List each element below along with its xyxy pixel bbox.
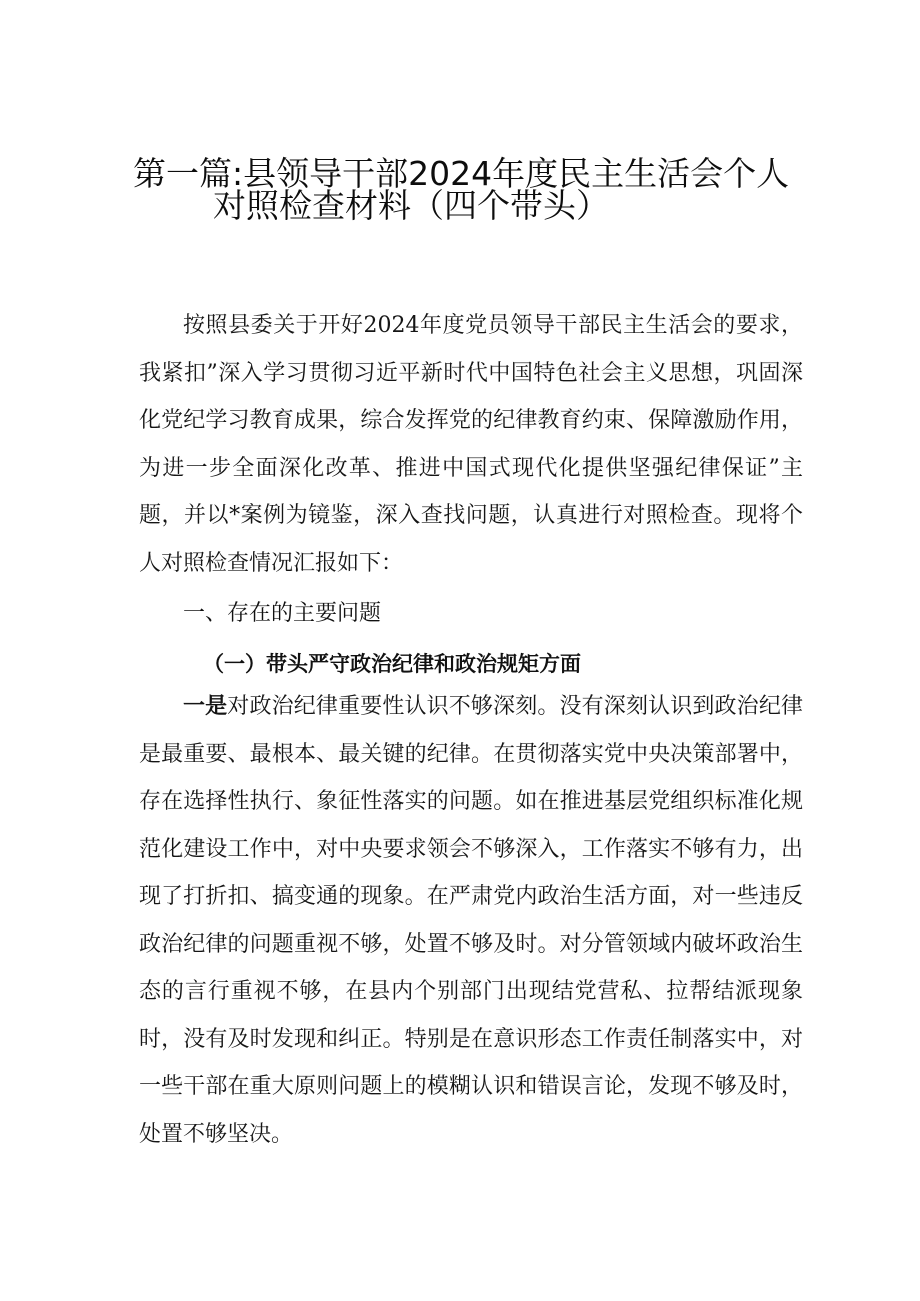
subsection-heading-political-discipline: （一）带头严守政治纪律和政治规矩方面 <box>203 651 581 676</box>
paragraph-political-discipline <box>139 683 803 1158</box>
intro-paragraph: 按照县委关于开好2024年度党员领导干部民主生活会的要求，我紧扣”深入学习贯彻习近平新时代中国特色社会主义思想，巩固深化党纪学习教育成果，综合发挥党的纪律教育约束、保障激励作用，为进一步全面深化改革、推进中国式现代化提供坚强纪律保证”主题，并以*案例为镜鉴，深入查找问题，认真进行对照检查。现将个人对照检查情况汇报如下： <box>139 313 803 576</box>
document-title-line-2: 对照检查材料（四个带头） <box>213 186 609 225</box>
section-heading-problems: 一、存在的主要问题 <box>183 601 382 626</box>
paragraph-lead: 一是 <box>183 694 228 719</box>
paragraph-body: 对政治纪律重要性认识不够深刻。没有深刻认识到政治纪律是最重要、最根本、最关键的纪律。在贯彻落实党中央决策部署中，存在选择性执行、象征性落实的问题。如在推进基层党组织标准化规范化建设工作中，对中央要求领会不够深入，工作落实不够有力，出现了打折扣、搞变通的现象。在严肃党内政治生活方面，对一些违反政治纪律的问题重视不够，处置不够及时。对分管领域内破坏政治生态的言行重视不够，在县内个别部门出现结党营私、拉帮结派现象时，没有及时发现和纠正。特别是在意识形态工作责任制落实中，对一些干部在重大原则问题上的模糊认识和错误言论，发现不够及时，处置不够坚决。 <box>139 694 803 1147</box>
document-title-line-1: 第一篇:县领导干部2024年度民主生活会个人 <box>133 154 790 193</box>
